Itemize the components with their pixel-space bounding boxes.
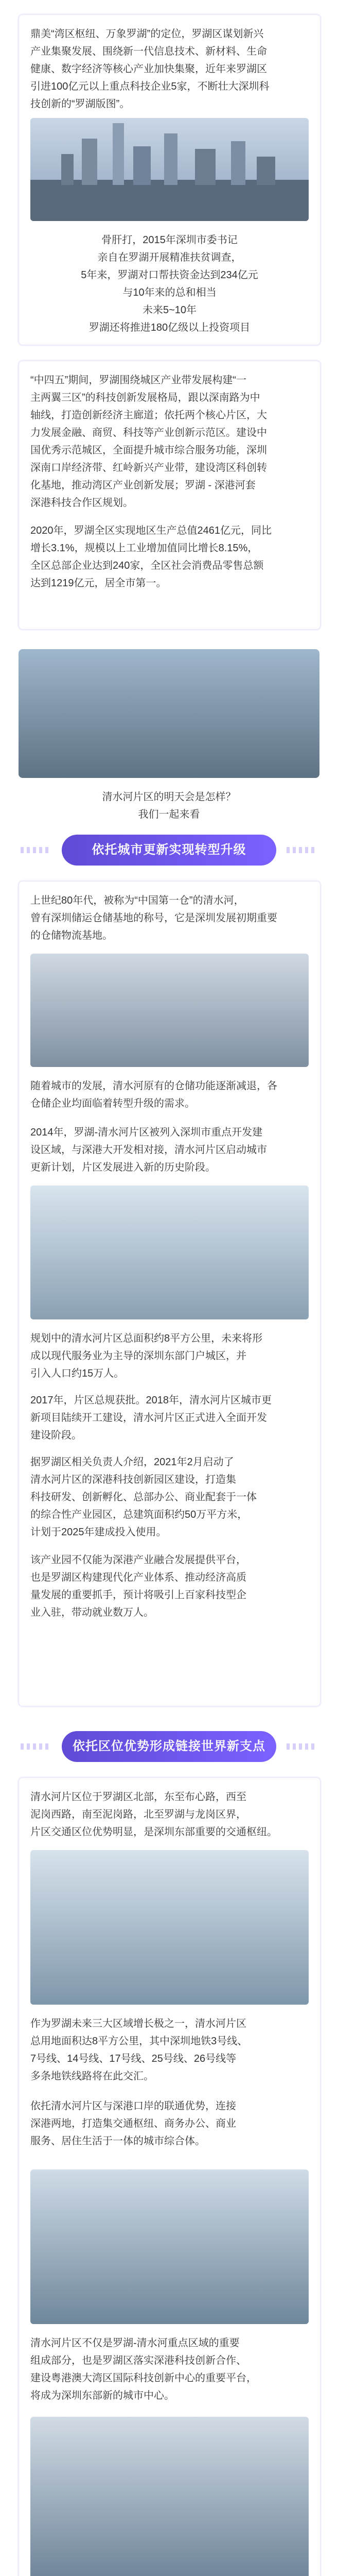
intro-card [19,14,321,345]
section1-paragraph-5: 2017年，片区总规获批。2018年，清水河片区城市更 新项目陆续开工建设，清水河片区正式进入全面开发 建设阶段。 [30,1395,272,1441]
section2-paragraph-1: 清水河片区位于罗湖区北部，东至布心路，西至 泥岗西路，南至泥岗路，北至罗湖与龙岗区界， 片区交通区位优势明显，是深圳东部重要的交通枢纽。 [30,1791,277,1838]
intro-photo-skyline [30,118,309,221]
section-banner-1: 依托城市更新实现转型升级 [62,835,276,866]
section1-photo-1 [30,954,309,1067]
section1-paragraph-3: 2014年，罗湖-清水河片区被列入深圳市重点开发建 设区域，与深港大开发相对接，清水河片区启动城市 更新计划，片区发展进入新的历史阶段。 [30,1127,267,1173]
section1-paragraph-2: 随着城市的发展，清水河原有的仓储功能逐渐减退，各 仓储企业均面临着转型升级的需求。 [30,1080,277,1109]
caption-1: 清水河片区的明天会是怎样？ 我们一起来看 [102,791,236,820]
intro-paragraph-2: 骨肝打，2015年深圳市委书记 亲自在罗湖开展精准扶贫调查， 5年来，罗湖对口帮扶资金达到234亿元 与10年来的总和相当 未来5~10年 罗湖还将推进180亿级以上投资项目 [81,234,258,333]
section1-paragraph-1: 上世纪80年代，被称为“中国第一仓”的清水河， 曾有深圳储运仓储基地的称号，它是深圳发展初期重要 的仓储物流基地。 [30,895,277,941]
section1-paragraph-7: 该产业园不仅能为深港产业融合发展提供平台， 也是罗湖区构建现代化产业体系、推动经济高质 量发展的重要抓手，预计将吸引上百家科技型企 业入驻，带动就业数万人。 [30,1554,246,1618]
render-image-1 [19,649,319,778]
section2-paragraph-4: 清水河片区不仅是罗湖-清水河重点区域的重要 组成部分，也是罗湖区落实深港科技创新合作、 建设粤港澳大湾区国际科技创新中心的重要平台， 将成为深圳东部新的城市中心。 [30,2337,257,2401]
section2-photo-3 [30,2417,309,2576]
section0-card [19,361,321,630]
section2-photo-2 [30,2170,309,2324]
section2-paragraph-2: 作为罗湖未来三大区域增长极之一，清水河片区 总用地面积达8平方公里，其中深圳地铁3号线、 7号线、14号线、17号线、25号线、26号线等 多条地铁线路将在此交汇。 [30,2018,248,2082]
section-banner-2: 依托区位优势形成链接世界新支点 [62,1731,276,1762]
section2-card [19,1777,321,2576]
section1-card [19,881,321,1706]
section1-paragraph-4: 规划中的清水河片区总面积约8平方公里，未来将形 成以现代服务业为主导的深圳东部门户城区，并 引入人口约15万人。 [30,1333,263,1379]
intro-paragraph-1: 鼎美“湾区枢纽、万象罗湖”的定位，罗湖区谋划新兴 产业集聚发展、围绕新一代信息技术、新材料、生命 健康、数字经济等核心产业加快集聚，近年来罗湖区 引进100亿元以上重点科技企业5家，不断壮大深圳科 技创新的“罗湖版图”。 [30,28,270,110]
skyline-illustration [30,118,309,221]
section2-paragraph-3: 依托清水河片区与深港口岸的联通优势，连接 深港两地，打造集交通枢纽、商务办公、商业 服务、居住生活于一体的城市综合体。 [30,2100,236,2147]
section1-paragraph-6: 据罗湖区相关负责人介绍，2021年2月启动了 清水河片区的深港科技创新园区建设，打造集 科技研发、创新孵化、总部办公、商业配套于一体 的综合性产业园区，总建筑面积约50万平方米， 计划于2025年建成投入使用。 [30,1456,257,1538]
section2-photo-1 [30,1850,309,2005]
section0-body: “中四五”期间，罗湖围绕城区产业带发展构建“一 主两翼三区”的科技创新发展格局，跟以深南路为中 轴线，打造创新经济主廊道；依托两个核心片区，大 力发展金融、商贸、科技等产业创新示范区。建设中 国优秀示范城区，全面提升城市综合服务功能，深圳 深南口岸经济带、红岭新兴产业带，建设湾区科创转 化基地，推动湾区产业创新发展；罗湖 - 深港河套 深港科技合作区规划。 2020年，罗湖全区实现地区生产总值2461亿元，同比 增长3.1%，规模以上工业增加值同比增长8.15%， 全区总部企业达到240家，全区社会消费品零售总额 达到1219亿元，居全市第一。 [30,375,272,589]
section1-photo-2 [30,1185,309,1319]
